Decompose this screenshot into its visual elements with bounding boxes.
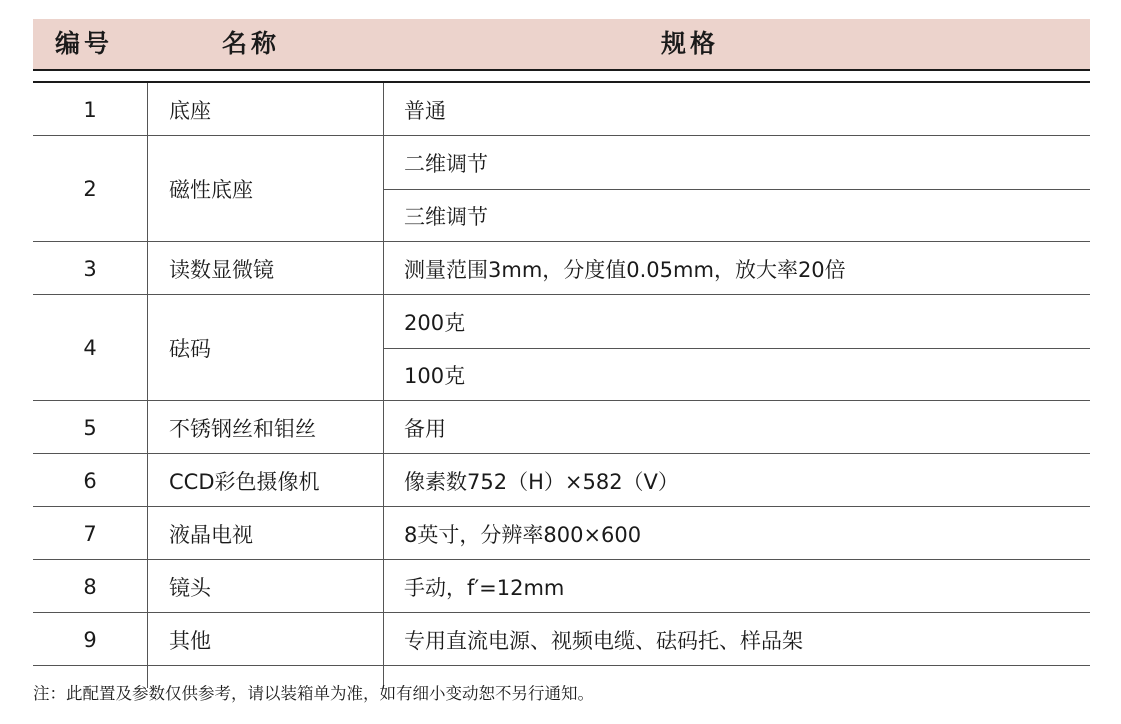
row-spec: 二维调节	[404, 151, 488, 176]
row-name: 砝码	[169, 337, 211, 361]
row-spec: 普通	[404, 98, 446, 123]
row-spec: 手动，f′=12mm	[404, 575, 565, 600]
row-spec: 像素数752（H）×582（V）	[404, 469, 679, 494]
row-number: 9	[83, 627, 97, 652]
row-name: 底座	[169, 98, 211, 123]
row-name: CCD彩色摄像机	[169, 469, 320, 494]
header-col-number: 编号	[55, 29, 114, 58]
row-spec: 8英寸，分辨率800×600	[404, 522, 642, 547]
row-number: 7	[83, 521, 97, 546]
header-col-spec: 规格	[661, 29, 720, 58]
row-spec: 备用	[404, 416, 446, 441]
row-name: 镜头	[169, 575, 211, 600]
row-number: 4	[83, 336, 97, 360]
row-number: 1	[83, 97, 97, 122]
row-number: 3	[83, 256, 97, 281]
row-number: 8	[83, 574, 97, 599]
table-body	[33, 83, 1090, 688]
row-spec: 三维调节	[404, 204, 488, 229]
row-divider	[33, 665, 1090, 666]
row-spec: 100克	[404, 363, 466, 388]
row-name: 磁性底座	[169, 178, 253, 202]
row-name: 不锈钢丝和钼丝	[169, 416, 316, 441]
row-spec: 专用直流电源、视频电缆、砝码托、样品架	[404, 628, 803, 653]
row-number: 2	[83, 177, 97, 201]
row-number: 6	[83, 468, 97, 493]
column-divider	[147, 83, 148, 688]
row-number: 5	[83, 415, 97, 440]
row-spec: 200克	[404, 310, 466, 335]
row-name: 读数显微镜	[169, 257, 274, 282]
column-divider	[383, 83, 384, 688]
header-col-name: 名称	[222, 29, 281, 58]
table-header	[33, 19, 1090, 69]
footnote: 注：此配置及参数仅供参考，请以装箱单为准，如有细小变动恕不另行通知。	[33, 684, 594, 703]
row-spec: 测量范围3mm，分度值0.05mm，放大率20倍	[404, 257, 846, 282]
row-name: 其他	[169, 628, 211, 653]
header-rule	[33, 69, 1090, 71]
row-name: 液晶电视	[169, 522, 253, 547]
spec-table	[33, 19, 1090, 653]
